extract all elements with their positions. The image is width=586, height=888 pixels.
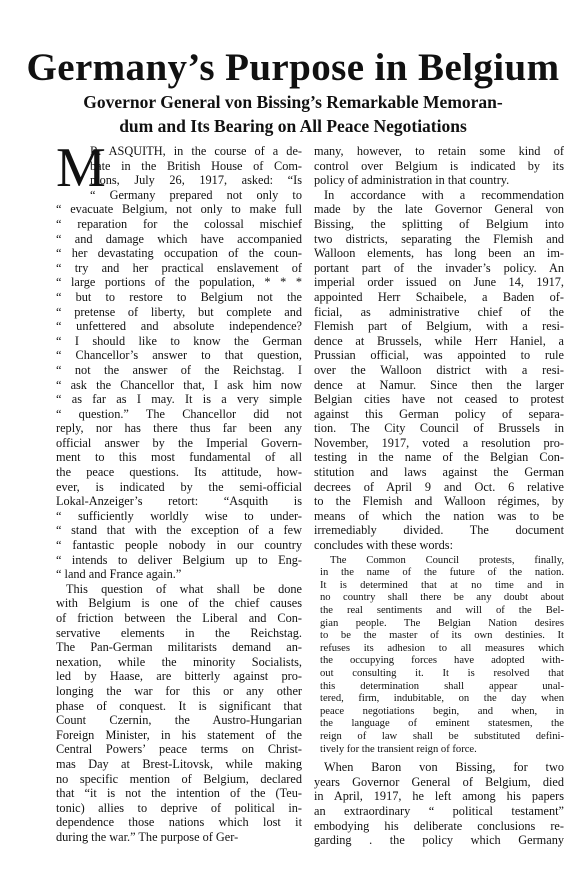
text-line: Prussian official, was appointed to rule: [314, 348, 564, 363]
text-line: The Pan-German militarists demand an-: [56, 640, 302, 655]
text-line: “ her devastating occupation of the coun-: [56, 246, 302, 261]
text-line: dence at Namur. Since then the larger: [314, 377, 564, 392]
text-line: The Common Council protests, finally,: [330, 554, 564, 566]
text-line: It is determined that at no time and in: [320, 579, 564, 591]
text-line: “ pretense of liberty, but complete and: [56, 304, 302, 319]
text-line: “ land and France again.”: [56, 567, 182, 582]
text-line: “ not the answer of the Reichstag. I: [56, 362, 302, 377]
text-line: appointed Herr Schaibele, a Baden of-: [314, 289, 564, 304]
text-line: to the Flemish and Walloon régimes, by: [314, 494, 564, 509]
text-line: no specific mention of Belgium, declared: [56, 771, 302, 786]
text-line: “ I should like to know the German: [56, 333, 302, 348]
text-line: the real sentiments and will of the Bel-: [320, 605, 564, 616]
text-line: official answer by the Imperial Govern-: [56, 435, 302, 450]
text-line: mons, July 26, 1917, asked: “Is: [90, 173, 302, 188]
text-line: “ sufficiently worldly wise to under-: [56, 508, 302, 523]
text-line: that “it is not the intention of the (Teu-: [56, 786, 302, 801]
text-line: phase of conquest. It is significant that: [56, 698, 302, 713]
text-line: gian people. The Belgian Nation desires: [320, 617, 564, 629]
text-line: of friction between the Liberal and Con-: [56, 611, 302, 625]
text-line: the occupying forces have adopted with-: [320, 655, 564, 667]
text-line: Bissing, the splitting of Belgium into: [314, 216, 564, 231]
text-line: against this German policy of separa-: [314, 406, 564, 421]
text-line: “ as far as I may. It is a very simple: [56, 392, 302, 407]
text-line: out consulting it. It is resolved that: [320, 667, 564, 679]
text-line: ficial, as administrative chief of the: [314, 304, 564, 319]
text-line: control over Belgium is indicated by its: [314, 158, 564, 173]
text-line: servative elements in the Reichstag.: [56, 625, 302, 640]
text-line: “ and damage which have accompanied: [56, 231, 302, 246]
text-line: dependence those nations which lost it: [56, 815, 302, 830]
text-line: tered, firm, indubitable, on the day when: [320, 693, 564, 705]
right-column: [314, 144, 564, 848]
text-line: Foreign Minister, in his statement of the: [56, 727, 302, 742]
text-line: “ try and her practical enslavement of: [56, 260, 302, 275]
text-line: reign of law shall be substituted defini-: [320, 730, 564, 742]
drop-cap: M: [56, 137, 106, 199]
text-line: “ but to restore to Belgium not the: [56, 289, 302, 304]
text-line: stitution and laws against the German: [314, 465, 564, 480]
text-line: portant part of the invader’s policy. An: [314, 260, 564, 275]
text-line: “ stand that with the exception of a few: [56, 523, 302, 538]
text-line: Central Powers’ peace terms on Christ-: [56, 742, 302, 757]
subtitle-line: Governor General von Bissing’s Remarkable Memoran-: [83, 92, 503, 112]
text-line: means of which the nation was to be: [314, 508, 564, 523]
text-line: testing in the name of the Belgian Con-: [314, 450, 564, 465]
text-line: “ Germany prepared not only to: [90, 187, 302, 202]
text-line: decrees of April 9 and Oct. 6 relative: [314, 479, 564, 494]
text-line: Flemish part of Belgium, with a resi-: [314, 319, 564, 334]
text-line: peace negotiations begin, and when, in: [320, 705, 564, 717]
subtitle-line: dum and Its Bearing on All Peace Negotiations: [119, 116, 467, 136]
text-line: ment to this most fundamental of all: [56, 450, 302, 465]
text-line: in April, 1917, he left among his papers: [314, 789, 564, 804]
article-title: Germany’s Purpose in Belgium: [26, 46, 560, 89]
text-line: refuses its adhesion to all measures which: [320, 642, 564, 654]
text-line: In accordance with a recommendation: [324, 187, 564, 202]
text-line: This question of what shall be done: [66, 581, 302, 596]
text-line: led by Haase, are bitterly against pro-: [56, 669, 302, 684]
left-column: [56, 137, 302, 845]
text-line: “ fantastic people nobody in our country: [56, 538, 302, 553]
text-line: over the Walloon district with a resi-: [314, 362, 564, 377]
text-line: “ unfettered and absolute independence?: [56, 319, 302, 334]
text-line: Walloon elements, has long been an im-: [314, 246, 564, 261]
text-line: garding . the policy which Germany: [314, 833, 564, 848]
text-line: imperial order issued on June 14, 1917,: [314, 275, 564, 290]
text-line: “ question.” The Chancellor did not: [56, 406, 302, 421]
text-line: with Belgium is one of the chief causes: [56, 596, 302, 611]
text-line: When Baron von Bissing, for two: [324, 760, 564, 775]
text-line: November, 1917, voted a resolution pro-: [314, 435, 564, 450]
text-line: Belgian cities have not ceased to protest: [314, 392, 564, 407]
text-line: Lokal-Anzeiger’s retort: “Asquith is: [56, 494, 302, 509]
text-line: irremediably divided. The document: [314, 523, 564, 538]
text-line: two districts, separating the Flemish and: [314, 231, 564, 246]
text-line: no country shall there be any doubt about: [320, 592, 564, 604]
text-line: made by the late Governor General von: [314, 202, 564, 217]
text-line: tonic) allies to deprive of political in-: [56, 800, 302, 815]
text-line: “ Chancellor’s answer to that question,: [56, 348, 302, 363]
text-line: concludes with these words:: [314, 538, 453, 553]
block-quote: [320, 555, 564, 757]
text-line: bate in the British House of Com-: [90, 158, 302, 173]
text-line: mas Day at Brest-Litovsk, while making: [56, 756, 302, 771]
text-line: R. ASQUITH, in the course of a de-: [90, 144, 302, 158]
text-line: ever, is indicated by the semi-official: [56, 479, 302, 494]
text-line: reply, nor has there thus far been any: [56, 421, 302, 436]
text-line: the peace questions. Its attitude, how-: [56, 465, 302, 480]
article-subtitle: [60, 90, 526, 138]
text-line: dence at Brussels, while Herr Haniel, a: [314, 333, 564, 348]
text-line: in the name of the future of the nation.: [320, 567, 564, 579]
text-line: policy of administration in that country.: [314, 173, 510, 188]
text-line: embodying his deliberate conclusions re-: [314, 818, 564, 833]
text-line: “ ask the Chancellor that, I ask him now: [56, 377, 302, 392]
text-line: to be the master of its own destinies. It: [320, 630, 564, 642]
text-line: “ large portions of the population, * * *: [56, 275, 302, 290]
text-line: nexation, while the minority Socialists,: [56, 654, 302, 669]
text-line: longing the war for this or any other: [56, 683, 302, 698]
text-line: this determination shall appear unal-: [320, 680, 564, 692]
text-line: “ reparation for the colossal mischief: [56, 216, 302, 231]
text-line: “ intends to deliver Belgium up to Eng-: [56, 552, 302, 567]
text-line: many, however, to retain some kind of: [314, 144, 564, 158]
text-line: tively for the transient reign of force.: [320, 743, 477, 755]
text-line: during the war.” The purpose of Ger-: [56, 829, 239, 844]
text-line: tion. The City Council of Brussels in: [314, 421, 564, 436]
text-line: “ evacuate Belgium, not only to make full: [56, 202, 302, 217]
text-line: years Governor General of Belgium, died: [314, 774, 564, 789]
text-line: the language of eminent statesmen, the: [320, 718, 564, 730]
text-line: Count Czernin, the Austro-Hungarian: [56, 713, 302, 728]
text-line: an extraordinary “ political testament”: [314, 803, 564, 818]
